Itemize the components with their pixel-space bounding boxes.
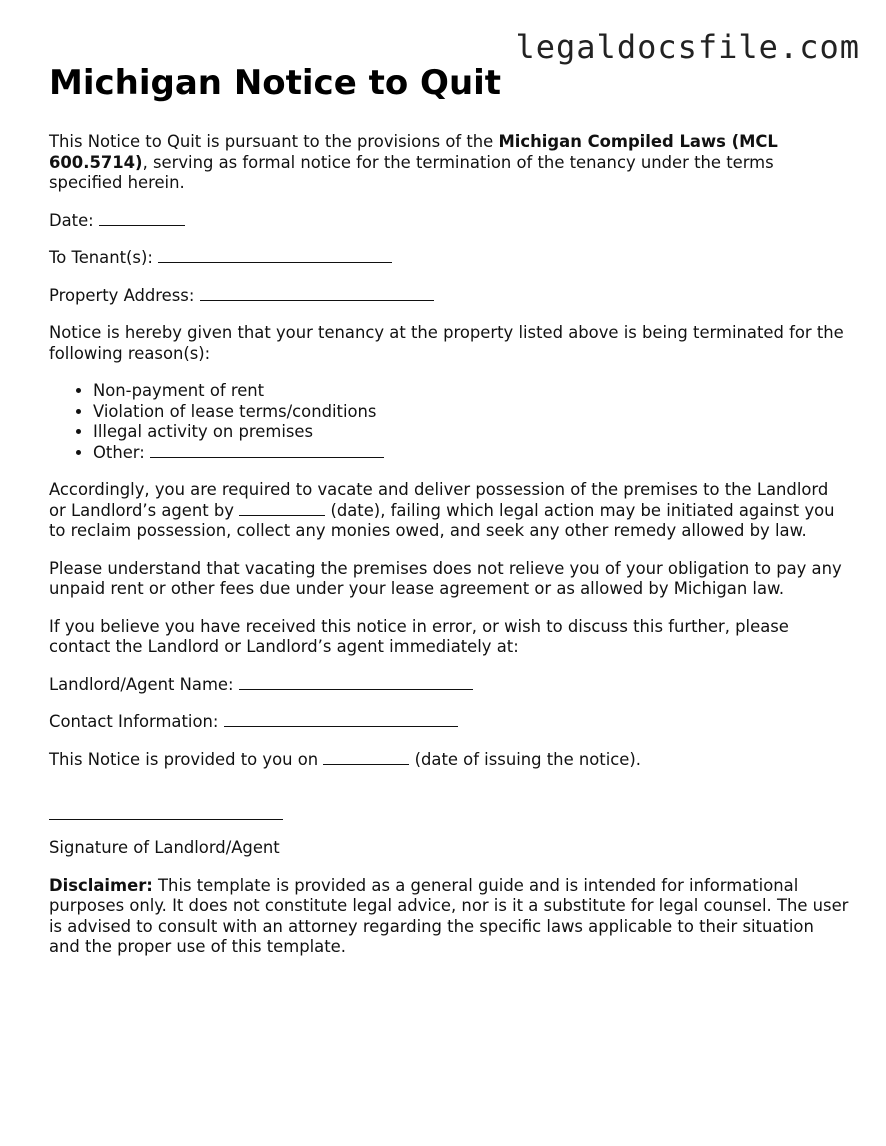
list-item <box>93 443 849 464</box>
provided-paragraph <box>49 750 849 771</box>
address-label: Property Address: <box>49 285 195 305</box>
document-body <box>49 62 849 975</box>
list-item: • Non-payment of rent <box>93 381 849 402</box>
provided-suffix: (date of issuing the notice). <box>414 749 641 769</box>
law-reference: Michigan Compiled Laws (MCL 600.5714) <box>49 132 778 172</box>
vacate-paragraph <box>49 480 849 542</box>
intro-paragraph <box>49 132 849 194</box>
intro-suffix: , serving as formal notice for the termination of the tenancy under the terms specified herein. <box>49 152 774 192</box>
date-blank[interactable] <box>99 211 185 226</box>
vacate-prefix: Accordingly, you are required to vacate and deliver possession of the premises to the Landlord or Landlord’s agent by <box>49 480 829 520</box>
page-title: Michigan Notice to Quit <box>49 63 502 103</box>
contact-info-blank[interactable] <box>224 712 458 727</box>
contact-intro: If you believe you have received this notice in error, or wish to discuss this further, please contact the Landlord or Landlord’s agent immediately at: <box>49 616 789 656</box>
other-reason-label: Other: <box>93 442 145 462</box>
address-field <box>49 286 849 307</box>
signature-line[interactable] <box>49 805 283 820</box>
landlord-name-label: Landlord/Agent Name: <box>49 674 234 694</box>
provided-date-blank[interactable] <box>323 750 409 765</box>
site-watermark: legaldocsfile.com <box>515 28 860 66</box>
list-item: • Illegal activity on premises <box>93 422 849 443</box>
date-field <box>49 211 849 232</box>
tenant-label: To Tenant(s): <box>49 248 153 267</box>
tenant-blank[interactable] <box>158 248 392 263</box>
landlord-name-field <box>49 675 849 696</box>
disclaimer-text: This template is provided as a general guide and is intended for informational purposes only. It does not constitute legal advice, nor is it a substitute for legal counsel. The user is advised to consult with an attorney regarding the specific laws applicable to their situation and the proper use of this template. <box>49 875 849 956</box>
intro-prefix: This Notice to Quit is pursuant to the provisions of the <box>49 132 499 151</box>
other-reason-blank[interactable] <box>150 443 384 458</box>
disclaimer-paragraph <box>49 876 849 958</box>
reasons-list <box>49 381 849 463</box>
reasons-intro: Notice is hereby given that your tenancy at the property listed above is being terminated for the following reason(s): <box>49 323 844 363</box>
vacate-suffix: (date), failing which legal action may be initiated against you to reclaim possession, collect any monies owed, and seek any other remedy allowed by law. <box>49 500 835 540</box>
date-label: Date: <box>49 210 94 230</box>
signature-label: Signature of Landlord/Agent <box>49 838 280 857</box>
disclaimer-label: Disclaimer: <box>49 875 153 895</box>
vacate-date-blank[interactable] <box>239 501 325 516</box>
address-blank[interactable] <box>200 286 434 301</box>
landlord-name-blank[interactable] <box>239 675 473 690</box>
list-item: • Violation of lease terms/conditions <box>93 402 849 423</box>
contact-info-label: Contact Information: <box>49 712 219 731</box>
contact-info-field <box>49 712 849 733</box>
obligation-paragraph: Please understand that vacating the premises does not relieve you of your obligation to pay any unpaid rent or other fees due under your lease agreement or as allowed by Michigan law. <box>49 558 842 598</box>
tenant-field <box>49 248 849 269</box>
provided-prefix: This Notice is provided to you on <box>49 749 319 769</box>
